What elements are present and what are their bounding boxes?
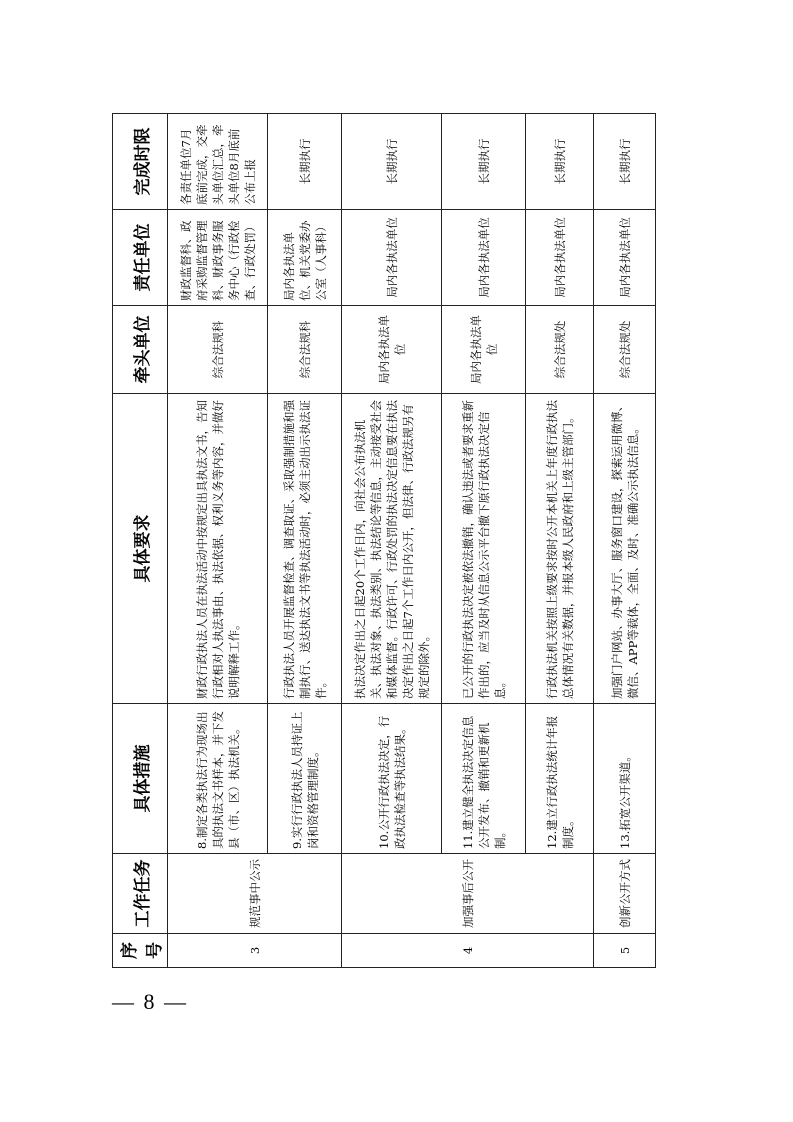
deadline-cell: 长期执行 bbox=[594, 114, 656, 210]
header-deadline: 完成时限 bbox=[113, 114, 168, 210]
responsible-cell: 财政监督科、政府采购监督管理科、财政事务服务中心（行政检查、行政处罚） bbox=[168, 210, 268, 306]
page-number: — 8 — bbox=[112, 989, 188, 1014]
lead-cell: 局内各执法单位 bbox=[442, 306, 526, 394]
seq-cell: 4 bbox=[342, 934, 594, 968]
responsible-cell: 局内各执法单位 bbox=[526, 210, 594, 306]
seq-cell: 3 bbox=[168, 934, 342, 968]
task-cell: 规范事中公示 bbox=[168, 854, 342, 934]
table-row bbox=[442, 114, 526, 968]
table-row bbox=[342, 114, 442, 968]
requirement-cell: 已公开的行政执法决定被依法撤销，确认违法或者要求重新作出的，应当及时从信息公示平台撤下原行政执法决定信息。 bbox=[442, 394, 526, 704]
table-row bbox=[168, 114, 268, 968]
lead-cell: 综合法规科 bbox=[268, 306, 342, 394]
seq-cell: 5 bbox=[594, 934, 656, 968]
requirement-cell: 行政执法人员开展监督检查、调查取证、采取强制措施和强制执行、送达执法文书等执法活动时，必须主动出示执法证件。 bbox=[268, 394, 342, 704]
measure-cell: 13.拓宽公开渠道。 bbox=[594, 704, 656, 854]
header-responsible: 责任单位 bbox=[113, 210, 168, 306]
measures-table bbox=[112, 113, 656, 968]
responsible-cell: 局内各执法单位、机关党委办公室（人事科） bbox=[268, 210, 342, 306]
deadline-cell: 长期执行 bbox=[442, 114, 526, 210]
header-requirement: 具体要求 bbox=[113, 394, 168, 704]
header-measure: 具体措施 bbox=[113, 704, 168, 854]
measure-cell: 10.公开行政执法决定，行政执法检查等执法结果。 bbox=[342, 704, 442, 854]
lead-cell: 综合法规处 bbox=[526, 306, 594, 394]
responsible-cell: 局内各执法单位 bbox=[342, 210, 442, 306]
measure-cell: 9.实行行政执法人员持证上岗和资格管理制度。 bbox=[268, 704, 342, 854]
table-row bbox=[268, 114, 342, 968]
task-cell: 创新公开方式 bbox=[594, 854, 656, 934]
responsible-cell: 局内各执法单位 bbox=[594, 210, 656, 306]
responsible-cell: 局内各执法单位 bbox=[442, 210, 526, 306]
lead-cell: 局内各执法单位 bbox=[342, 306, 442, 394]
header-task: 工作任务 bbox=[113, 854, 168, 934]
table-row bbox=[526, 114, 594, 968]
header-seq: 序号 bbox=[113, 934, 168, 968]
deadline-cell: 长期执行 bbox=[342, 114, 442, 210]
table-row bbox=[594, 114, 656, 968]
requirement-cell: 执法决定作出之日起20个工作日内，向社会公布执法机关、执法对象、执法类别、执法结论等信息，主动接受社会和媒体监督。行政许可、行政处罚的执法决定信息要在执法决定作出之日起7个工作日内公开，但法律、行政法规另有规定的除外。 bbox=[342, 394, 442, 704]
header-row bbox=[113, 114, 168, 968]
deadline-cell: 长期执行 bbox=[526, 114, 594, 210]
measure-cell: 11.建立健全执法决定信息公开发布、撤销和更新机制。 bbox=[442, 704, 526, 854]
lead-cell: 综合法规处 bbox=[594, 306, 656, 394]
requirement-cell: 行政执法机关按照上级要求按时公开本机关上年度行政执法总体情况有关数据，并报本级人民政府和上级主管部门。 bbox=[526, 394, 594, 704]
lead-cell: 综合法规科 bbox=[168, 306, 268, 394]
task-cell: 加强事后公开 bbox=[342, 854, 594, 934]
measure-cell: 8.制定各类执法行为现场出具的执法文书样本，并下发县（市、区）执法机关。 bbox=[168, 704, 268, 854]
rotated-table-wrapper bbox=[112, 114, 646, 968]
requirement-cell: 财政行政执法人员在执法活动中按规定出具执法文书，告知行政相对人执法事由、执法依据、权利义务等内容，并做好说明解释工作。 bbox=[168, 394, 268, 704]
deadline-cell: 各责任单位7月底前完成，交牵头单位汇总，牵头单位8月底前公布上报 bbox=[168, 114, 268, 210]
header-lead: 牵头单位 bbox=[113, 306, 168, 394]
deadline-cell: 长期执行 bbox=[268, 114, 342, 210]
measure-cell: 12.建立行政执法统计年报制度。 bbox=[526, 704, 594, 854]
requirement-cell: 加强门户网站、办事大厅、服务窗口建设，探索运用微博、微信、APP等载体，全面、及时、准确公示执法信息。 bbox=[594, 394, 656, 704]
